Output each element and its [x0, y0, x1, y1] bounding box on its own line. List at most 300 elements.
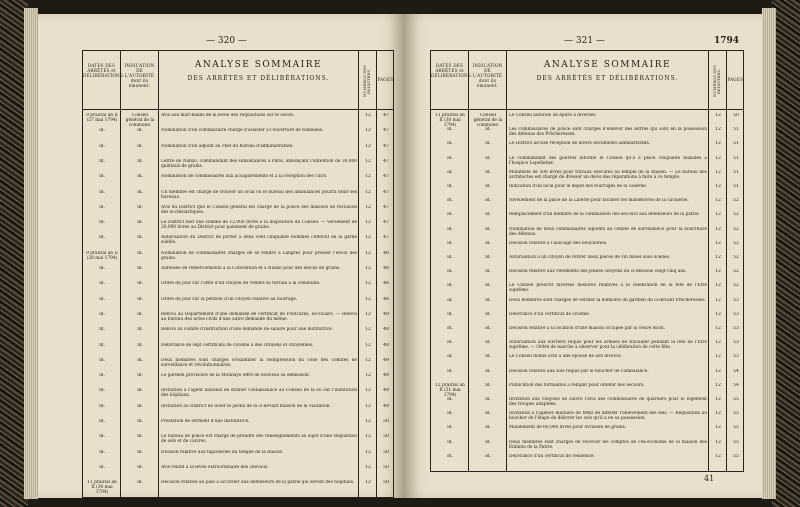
cell-number: 12	[365, 296, 371, 302]
cell-text: Ordre du jour sur la pétition d'un citoyen relative au fourrage.	[161, 296, 298, 302]
cell-authority: Id.	[137, 266, 143, 271]
table-row	[431, 283, 743, 297]
cell-text: Décision relative aux sols requis par le boucher de l'ambulance.	[509, 368, 649, 374]
cell-authority: Conseil général de la commune.	[473, 113, 503, 128]
table-row	[83, 312, 393, 327]
cell-page: 48	[383, 250, 389, 256]
cell-text: Deux membres sont chargés de vérifier la mémoire du gardien du ci-devant Prêcheresses.	[509, 297, 706, 303]
cell-text: Invitation à l'agence militaire de Metz de différer l'enlèvement des sels. — Réquisition au boucher de l'étape de délivrer les sols qu'il a en sa possession.	[509, 411, 707, 422]
table-row	[431, 411, 743, 425]
cell-page: 54	[733, 368, 739, 374]
cell-date: Id.	[447, 326, 453, 331]
cell-number: 12	[715, 453, 721, 459]
cell-authority: Id.	[137, 373, 143, 379]
cell-date: Id.	[447, 255, 453, 260]
cell-page: 49	[383, 388, 389, 394]
cell-number: 12	[715, 326, 721, 331]
cell-date: Id.	[447, 127, 453, 133]
cell-page: 49	[383, 373, 389, 379]
cell-text: Invitation à l'agent national de donner connaissance au Conseil de la loi sur l'institution des hôpitaux.	[161, 388, 357, 399]
cell-authority: Id.	[485, 255, 491, 260]
cell-authority: Id.	[137, 403, 143, 409]
cell-number: 12	[715, 297, 721, 303]
header-registers	[709, 51, 727, 109]
cell-authority: Id.	[137, 327, 143, 333]
cell-text: Décision relative à la location d'une maison occupée par la veuve Rock.	[509, 326, 666, 331]
cell-number: 12	[365, 250, 371, 256]
cell-text: Ordre du jour sur l'offre d'un citoyen de vendre sa terrain à la commune.	[161, 281, 321, 287]
header-registers-label: NUMÉROS DES REGISTRES.	[713, 65, 721, 97]
cell-date: Id.	[447, 354, 453, 360]
cell-authority: Id.	[137, 158, 143, 164]
cell-number: 12	[715, 411, 721, 417]
header-title: ANALYSE SOMMAIRE	[194, 60, 323, 70]
header-registers	[359, 51, 377, 109]
register-table	[82, 50, 394, 498]
table-row	[431, 184, 743, 198]
cell-text: Mandement de 60,000 livres pour livraison de grains.	[509, 425, 627, 431]
cell-authority: Id.	[485, 169, 491, 175]
cell-text: Remplacement d'un membre de la commission des secours aux défenseurs de la patrie.	[509, 212, 700, 218]
table-row	[431, 255, 743, 269]
cell-date: Id.	[447, 411, 453, 417]
cell-number: 12	[365, 388, 371, 394]
cell-text: Invitation aux citoyens de suivre l'avis des commissaires de quartiers pour le logement des troupes adaptées.	[509, 397, 707, 407]
table-row	[431, 212, 743, 226]
cell-date: Id.	[447, 226, 453, 232]
cell-authority: Id.	[485, 226, 491, 232]
table-row	[83, 113, 393, 128]
cell-page: 47	[383, 128, 389, 134]
table-row	[83, 434, 393, 449]
cell-text: Nomination de commissaires aux accaparements et à la réception des cuirs.	[161, 174, 328, 180]
cell-text: Autorisation à un citoyen de retirer deux pièces de vin mises sous scellés.	[509, 255, 671, 260]
cell-text: Délivrance d'un certificat de civisme.	[509, 311, 591, 317]
cell-date: 11 prairial an II (30 mai 1794)	[435, 113, 465, 128]
cell-number: 12	[365, 113, 371, 118]
cell-page: 51	[733, 155, 739, 161]
cell-authority: Conseil général de la commune.	[125, 113, 155, 128]
table-row	[83, 343, 393, 358]
cell-number: 12	[715, 439, 721, 445]
cell-date: Id.	[99, 266, 105, 271]
header-date: DATES DES ARRÊTÉS et DÉLIBÉRATIONS.	[83, 51, 121, 109]
cell-authority: Id.	[485, 397, 491, 402]
cell-authority: Id.	[485, 453, 491, 459]
cell-authority: Id.	[137, 143, 143, 149]
cell-authority: Id.	[137, 357, 143, 363]
cell-number: 12	[715, 269, 721, 275]
cell-number: 12	[365, 449, 371, 455]
table-row	[83, 144, 393, 159]
cell-authority: Id.	[137, 434, 143, 440]
cell-date: Id.	[99, 281, 105, 287]
cell-authority: Id.	[137, 220, 143, 226]
cell-text: Division relative aux tapisseries du temple de la Raison.	[161, 449, 284, 455]
cell-authority: Id.	[137, 311, 143, 317]
cell-authority: Id.	[137, 464, 143, 470]
cell-page: 52	[733, 240, 739, 246]
header-page: PAGES.	[377, 77, 395, 82]
right-page	[404, 14, 762, 498]
table-header	[83, 51, 393, 110]
cell-number: 12	[365, 311, 371, 317]
cell-authority: Id.	[485, 283, 491, 289]
cell-number: 12	[365, 357, 371, 363]
table-row	[83, 251, 393, 266]
cell-date: Id.	[447, 368, 453, 374]
cell-page: 47	[383, 189, 389, 195]
cell-text: Avis du District que le Conseil général est chargé de la police des maisons de réclusion des ecclésiastiques.	[161, 204, 357, 215]
cell-text: Autorisation aux ouvriers requis pour les armées de travailler pendant la fête de l'Être suprême. — Ordre de marche à observer pour la célébration de cette fête.	[509, 340, 707, 351]
table-row	[431, 397, 743, 411]
header-page: PAGES.	[727, 77, 745, 82]
cell-number: 12	[365, 220, 371, 226]
cell-number: 12	[715, 354, 721, 360]
cell-number: 12	[715, 141, 721, 147]
table-header	[431, 51, 743, 110]
cell-page: 52	[733, 269, 739, 275]
cell-text: Manifeste de 500 livres pour travaux exécutés au temple de la Raison. — Le bureau des architectes est chargé de dresser un devis des réparations à faire à ce temple.	[509, 169, 707, 180]
cell-date: Id.	[99, 449, 105, 455]
table-row	[83, 327, 393, 342]
cell-number: 12	[365, 174, 371, 180]
cell-text: Décision relative à l'allocage des boucheries.	[509, 240, 608, 246]
cell-date: 12 prairial an II (31 mai 1794)	[435, 382, 465, 397]
cell-date: Id.	[99, 434, 105, 440]
table-row	[431, 227, 743, 241]
cell-authority: Id.	[485, 311, 491, 317]
left-page	[38, 14, 404, 498]
cell-number: 12	[715, 255, 721, 260]
table-row	[431, 113, 743, 127]
cell-page: 55	[733, 453, 739, 459]
table-row	[83, 205, 393, 220]
cell-text: Deux membres sont chargés de recevoir les comptes de l'ex-économe de la maison des Enfants de la Patrie.	[509, 439, 707, 450]
marbled-cover-right	[772, 0, 800, 507]
cell-page: 48	[383, 281, 389, 287]
cell-authority: Id.	[137, 128, 143, 134]
cell-authority: Id.	[485, 297, 491, 303]
cell-page: 53	[733, 326, 739, 331]
cell-date: Id.	[447, 198, 453, 204]
cell-authority: Id.	[137, 174, 143, 180]
table-row	[431, 454, 743, 468]
cell-date: Id.	[99, 357, 105, 363]
cell-page: 51	[733, 184, 739, 189]
table-row	[431, 269, 743, 283]
cell-authority: Id.	[485, 184, 491, 189]
cell-number: 12	[715, 283, 721, 289]
table-row	[83, 235, 393, 250]
cell-page: 53	[733, 354, 739, 360]
cell-page: 47	[383, 235, 389, 241]
signature-mark: 41	[704, 474, 715, 483]
cell-page: 50	[383, 480, 389, 486]
table-row	[83, 373, 393, 388]
cell-page: 52	[733, 226, 739, 232]
cell-authority: Id.	[137, 250, 143, 256]
cell-text: Le commandant des guerres informe le Conseil qu'il a placé cinquante malades à l'hospice Lepelletier.	[509, 155, 707, 166]
table-row	[431, 127, 743, 141]
header-title: ANALYSE SOMMAIRE	[543, 60, 672, 70]
cell-page: 50	[383, 449, 389, 455]
cell-text: Le gardien provisoire de la Monnaye offre de nouveau sa démission.	[161, 373, 311, 379]
cell-text: Nomination d'un commissaire chargé d'assister à l'ouverture de tonneaux.	[161, 128, 324, 134]
cell-number: 12	[365, 373, 371, 379]
cell-page: 53	[733, 297, 739, 303]
table-row	[431, 156, 743, 170]
table-row	[431, 340, 743, 354]
header-subtitle: DES ARRÊTÉS ET DÉLIBÉRATIONS.	[187, 75, 330, 82]
cell-page: 50	[733, 113, 739, 118]
cell-date: Id.	[99, 235, 105, 241]
cell-page: 49	[383, 327, 389, 333]
cell-text: Décision relative aux vêtements des jeunes citoyens du ci-dessous vingt-cinq ans.	[509, 269, 687, 275]
cell-text: Le Conseil autorise un épuré à diverses.	[509, 113, 597, 118]
cell-text: Renvoi au comité d'instruction d'une demande de salaire pour une institutrice.	[161, 327, 333, 333]
table-row	[83, 450, 393, 465]
cell-date: Id.	[99, 342, 105, 348]
cell-number: 12	[715, 311, 721, 317]
cell-page: 52	[733, 212, 739, 218]
cell-authority: Id.	[485, 198, 491, 204]
header-title-block	[159, 51, 359, 109]
cell-date: Id.	[99, 204, 105, 210]
cell-authority: Id.	[137, 419, 143, 424]
cell-text: Publication des formalités à remplir pour obtenir des secours.	[509, 382, 645, 388]
cell-page: 55	[733, 411, 739, 417]
cell-authority: Id.	[137, 204, 143, 210]
cell-text: Le District accuse réception de divers documents administratifs.	[509, 141, 651, 147]
page-edges-right	[762, 8, 776, 499]
page-edges-left	[24, 8, 38, 499]
cell-date: Id.	[99, 174, 105, 180]
cell-number: 12	[715, 382, 721, 388]
year-heading: 1794	[714, 36, 740, 46]
cell-number: 12	[715, 169, 721, 175]
table-row	[83, 266, 393, 281]
cell-authority: Id.	[485, 411, 491, 417]
cell-authority: Id.	[485, 155, 491, 161]
table-row	[431, 298, 743, 312]
table-row	[431, 312, 743, 326]
cell-number: 12	[715, 184, 721, 189]
cell-authority: Id.	[485, 425, 491, 431]
cell-page: 55	[733, 439, 739, 445]
cell-text: Indication d'un local pour le dépôt des fourrages de la caserne.	[509, 184, 648, 189]
table-row	[431, 141, 743, 155]
cell-text: Décision relative au paie à accorder aux défenseurs de la patrie qui seront des hôpitaux.	[161, 480, 355, 486]
cell-authority: Id.	[485, 354, 491, 360]
cell-page: 50	[383, 434, 389, 440]
cell-date: Id.	[447, 311, 453, 317]
cell-authority: Id.	[485, 326, 491, 331]
cell-page: 47	[383, 113, 389, 118]
cell-date: Id.	[99, 296, 105, 302]
cell-page: 50	[383, 464, 389, 470]
cell-authority: Id.	[137, 296, 143, 302]
cell-text: Le Conseil prescrit diverses mesures relatives à la célébration de la fête de l'Être suprême.	[509, 283, 707, 294]
cell-authority: Id.	[137, 388, 143, 394]
table-row	[83, 220, 393, 235]
cell-page: 49	[383, 342, 389, 348]
cell-number: 12	[715, 212, 721, 218]
cell-number: 12	[365, 128, 371, 134]
cell-number: 12	[365, 327, 371, 333]
cell-page: 52	[733, 283, 739, 289]
cell-page: 47	[383, 158, 389, 164]
cell-page: 48	[383, 266, 389, 271]
header-date: DATES DES ARRÊTÉS et DÉLIBÉRATIONS.	[431, 51, 469, 109]
cell-text: Lettre de Nanzo, commandant des subsistances à Paris, annonçant l'obtention de 30,000 quintaux de grains.	[161, 158, 357, 169]
table-row	[431, 369, 743, 383]
cell-text: Adresses de remerciements à la Convention et à Nanzo pour des envois de grains.	[161, 266, 341, 271]
cell-page: 49	[383, 311, 389, 317]
cell-authority: Id.	[485, 368, 491, 374]
cell-date: 9 prairial an II (27 mai 1794)	[86, 113, 118, 123]
cell-page: 51	[733, 169, 739, 175]
table-row	[83, 419, 393, 434]
cell-page: 47	[383, 143, 389, 149]
cell-date: Id.	[447, 397, 453, 402]
table-row	[431, 425, 743, 439]
cell-number: 12	[365, 143, 371, 149]
cell-date: Id.	[99, 220, 105, 226]
table-row	[431, 326, 743, 340]
cell-date: Id.	[99, 158, 105, 164]
cell-page: 47	[383, 174, 389, 180]
cell-page: 54	[733, 382, 739, 388]
header-subtitle: DES ARRÊTÉS ET DÉLIBÉRATIONS.	[536, 75, 679, 82]
cell-number: 12	[365, 281, 371, 287]
table-row	[83, 404, 393, 419]
cell-number: 12	[715, 240, 721, 246]
cell-authority: Id.	[485, 240, 491, 246]
cell-page: 52	[733, 198, 739, 204]
cell-text: Avis aux marchands de la levée des réquisitions sur le savon.	[161, 113, 295, 118]
table-row	[83, 480, 393, 495]
cell-text: Un membre est chargé de trouver un local où le bureau des ambulances pourra tenir ses bureaux.	[161, 189, 357, 200]
cell-date: Id.	[99, 373, 105, 379]
cell-text: Prestation de serment d'une institutrice.	[161, 419, 250, 424]
cell-page: 55	[733, 397, 739, 402]
table-row	[83, 465, 393, 480]
cell-date: Id.	[99, 327, 105, 333]
cell-text: Le District met une somme de 12,000 livres à la disposition du Conseil. — Versement de 30,000 livres au District pour paiement de grains.	[161, 220, 357, 231]
cell-authority: Id.	[137, 189, 143, 195]
cell-page: 52	[733, 255, 739, 260]
table-row	[431, 354, 743, 368]
cell-number: 12	[715, 397, 721, 402]
cell-authority: Id.	[485, 340, 491, 346]
cell-date: Id.	[447, 425, 453, 431]
cell-authority: Id.	[485, 269, 491, 275]
cell-authority: Id.	[485, 382, 491, 388]
table-row	[431, 440, 743, 454]
cell-text: Avis relatif à la levée extraordinaire des chevaux.	[161, 464, 269, 470]
cell-number: 12	[715, 113, 721, 118]
cell-text: Nivellement de la place de la Liberté pour faciliter les manœuvres de la cavalerie.	[509, 198, 689, 204]
cell-page: 47	[383, 220, 389, 226]
cell-text: Nomination de deux commissaires adjoints au comité de surveillance pour la nourriture des détenus.	[509, 226, 707, 237]
cell-number: 12	[715, 368, 721, 374]
cell-number: 12	[365, 189, 371, 195]
cell-date: Id.	[447, 283, 453, 289]
cell-date: Id.	[447, 184, 453, 189]
cell-date: 9 prairial an II (28 mai 1794)	[86, 250, 118, 261]
table-row	[83, 159, 393, 174]
cell-number: 12	[715, 340, 721, 346]
cell-text: Invitation au District de louer le jardin de la ci-devant maison de la Visitation.	[161, 403, 331, 409]
cell-number: 12	[365, 158, 371, 164]
cell-authority: Id.	[137, 449, 143, 455]
cell-page: 49	[383, 357, 389, 363]
cell-date: Id.	[99, 311, 105, 317]
cell-date: Id.	[447, 439, 453, 445]
cell-date: Id.	[99, 189, 105, 195]
header-registers-label: NUMÉROS DES REGISTRES.	[363, 65, 371, 97]
cell-date: Id.	[99, 388, 105, 394]
cell-date: Id.	[447, 169, 453, 175]
cell-number: 12	[715, 198, 721, 204]
cell-authority: Id.	[485, 141, 491, 147]
table-row	[83, 358, 393, 373]
cell-page: 47	[383, 204, 389, 210]
cell-number: 12	[365, 342, 371, 348]
cell-text: Les commissaires de police sont chargés d'enlever des lettres qui sont en la possession des détenus des Prêcheresses.	[509, 127, 707, 138]
cell-date: Id.	[99, 143, 105, 149]
cell-text: Deux membres sont chargés d'examiner la réimpression du code des comités de surveillance et révolutionnaires.	[161, 357, 357, 368]
cell-number: 12	[365, 403, 371, 409]
cell-text: Autorisation du District de porter à deux cent cinquante hommes l'effectif de la garde soldée.	[161, 235, 357, 246]
cell-authority: Id.	[485, 127, 491, 133]
cell-date: Id.	[99, 419, 105, 424]
cell-text: Nomination de commissaires chargés de se rendre à Langres pour presser l'envoi des grains.	[161, 250, 357, 261]
cell-date: Id.	[99, 403, 105, 409]
cell-number: 12	[715, 127, 721, 133]
cell-date: Id.	[447, 212, 453, 218]
cell-authority: Id.	[137, 342, 143, 348]
register-table	[430, 50, 744, 472]
cell-date: Id.	[447, 141, 453, 147]
cell-page: 51	[733, 141, 739, 147]
header-authority: INDICATION DE L'AUTORITÉ dont ils émanent.	[469, 51, 507, 109]
cell-date: Id.	[99, 464, 105, 470]
table-row	[83, 388, 393, 403]
cell-date: Id.	[447, 297, 453, 303]
cell-date: Id.	[447, 340, 453, 346]
cell-text: Nomination d'un adjoint au chef du bureau d'administration.	[161, 143, 294, 149]
cell-text: Délivrance d'un certificat de résidence.	[509, 453, 595, 459]
cell-page: 48	[383, 296, 389, 302]
cell-number: 12	[365, 204, 371, 210]
table-row	[83, 174, 393, 189]
cell-text: Le Conseil donne acte à une épouse de son divorce.	[509, 354, 622, 360]
cell-text: Renvoi au Département d'une demande de certificat de Pontcarlis, ex-vicaire. — Renvoi au bureau des actes civils d'une autre demande du même.	[161, 311, 357, 322]
cell-page: 53	[733, 340, 739, 346]
cell-page: 51	[733, 127, 739, 133]
table-row	[431, 241, 743, 255]
cell-date: 11 prairial an II (30 mai 1794)	[87, 480, 117, 496]
cell-date: Id.	[447, 155, 453, 161]
cell-number: 12	[365, 480, 371, 486]
page-number: — 321 —	[564, 36, 605, 46]
cell-authority: Id.	[137, 281, 143, 287]
table-row	[431, 170, 743, 184]
cell-authority: Id.	[137, 480, 143, 486]
table-row	[431, 198, 743, 212]
